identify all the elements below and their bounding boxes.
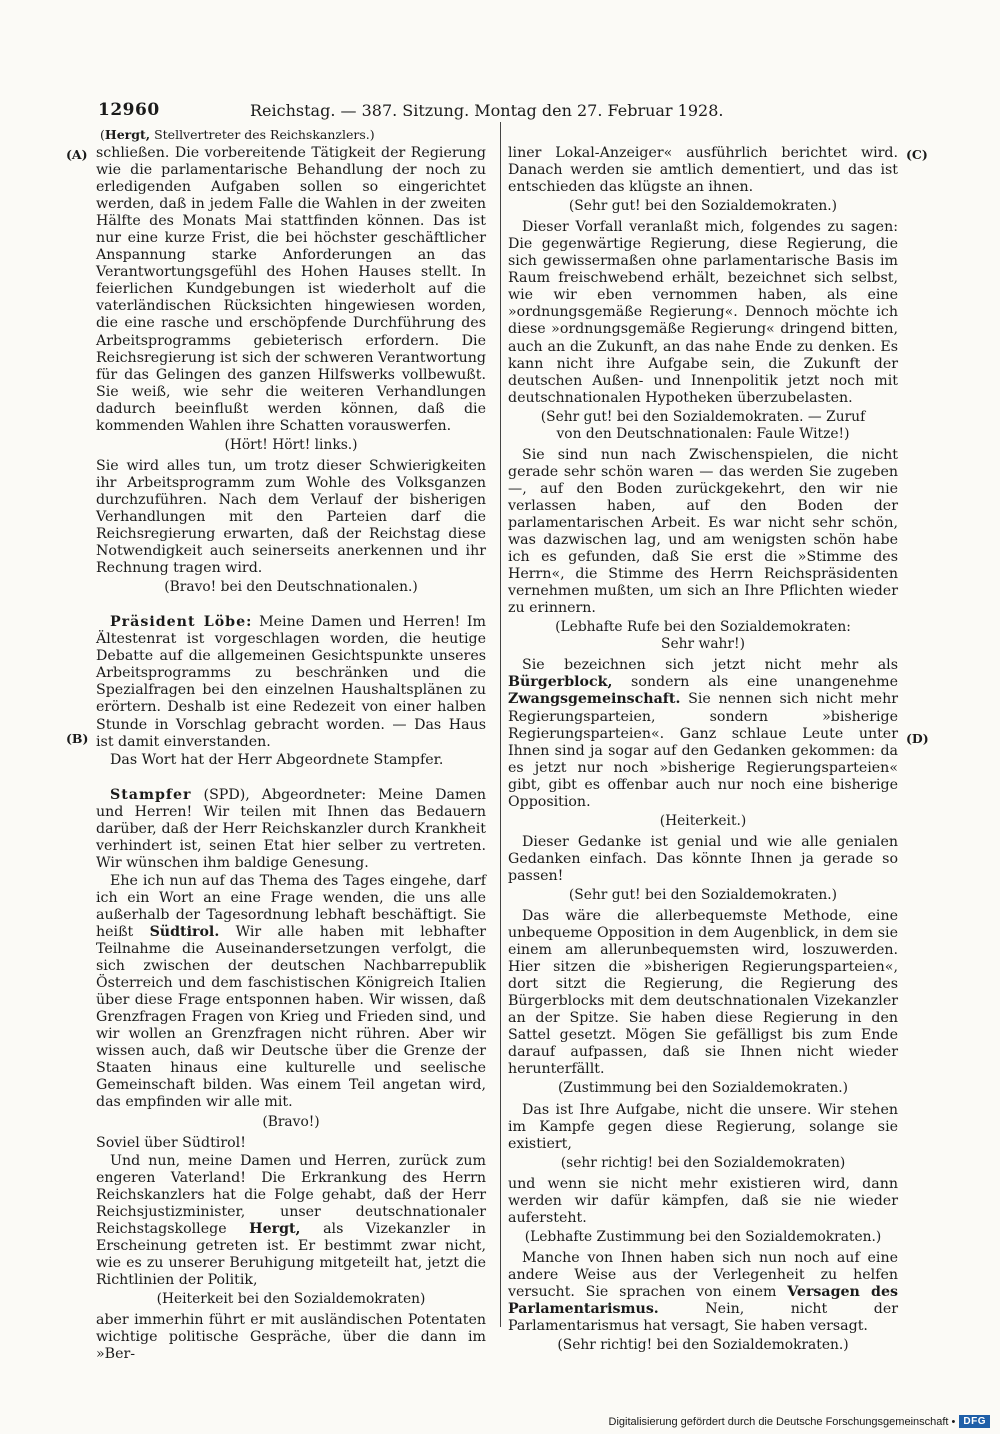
interjection [508, 409, 898, 443]
paragraph: schließen. Die vorbereitende Tätigkeit der Regierung wie die parlamentarische Behandlung der noch zu erledigenden Aufgaben sollen so eingerichtet werden, daß in jedem Falle die Wahlen in der zweiten Hälfte des Monats Mai stattfinden können. Das ist nur eine kurze Frist, die bei höchster geschäftlicher Anspannung starke Anforderungen an das Verantwortungsgefühl des Hohen Hauses stellt. In feierlichen Kundgebungen ist wiederholt auf die vaterländischen Rücksichten hingewiesen worden, die eine rasche und erschöpfende Durchführung des Arbeitsprogramms gebieterisch erfordern. Die Reichsregierung ist sich der schweren Verantwortung für das Gelingen des ganzen Hilfswerks vollbewußt. Sie weiß, wie sehr die weiteren Verhandlungen dadurch beeinflußt werden können, daß die kommenden Wahlen ihre Schatten vorauswerfen. [96, 145, 486, 434]
footer-text: Digitalisierung gefördert durch die Deutsche Forschungsgemeinschaft • [608, 1415, 956, 1428]
margin-marker-c: (C) [906, 147, 928, 162]
emphasis: Hergt, [249, 1220, 301, 1237]
speaker-header-role: Stellvertreter des Reichskanzlers.) [150, 127, 375, 142]
paragraph: Das Wort hat der Herr Abgeordnete Stampfer. [110, 751, 444, 768]
speech-text: sondern als eine unangenehme [612, 674, 898, 691]
speech-text: als Vizekanzler in Erscheinung getreten ist. Er bestimmt zwar nicht, wie es zu unserer Beruhigung mitgeteilt hat, jetzt die Richtlinien der Politik, [96, 1220, 486, 1288]
interjection: (Heiterkeit bei den Sozialdemokraten) [156, 1291, 426, 1307]
paragraph [96, 787, 486, 872]
interjection: (Heiterkeit.) [659, 812, 747, 829]
paragraph: liner Lokal-Anzeiger« ausführlich berichtet wird. Danach werden sie amtlich dementiert, und das ist entschieden das klügste an ihnen. [508, 145, 898, 196]
column-divider [500, 122, 501, 1327]
left-column [96, 145, 486, 1364]
speaker-header [100, 127, 375, 142]
margin-marker-a: (A) [66, 147, 88, 162]
interjection: (Sehr gut! bei den Sozialdemokraten.) [568, 198, 838, 215]
emphasis: Bürgerblock, [508, 674, 613, 691]
paragraph: Sie sind nun nach Zwischenspielen, die nicht gerade sehr schön waren — das werden Sie zugeben —, auf den Boden zurückgekehrt, den wir nie verlassen haben, auf den Boden der parlamentarischen Arbeit. Es war nicht sehr schön, was dazwischen lag, und am wenigsten schön habe ich es gefunden, daß Sie erst die »Stimme des Herrn«, die Stimme des Herrn Reichspräsidenten vernehmen mußten, um sich an Ihre Pflichten wieder zu erinnern. [508, 446, 898, 617]
speech-text: Manche von Ihnen haben sich nun noch auf eine andere Weise aus der Verlegenheit zu helfen versucht. Sie sprachen von einem [508, 1249, 898, 1300]
right-column [508, 145, 898, 1358]
page-number: 12960 [98, 100, 160, 120]
interjection: (Lebhafte Zustimmung bei den Sozialdemokraten.) [524, 1228, 882, 1245]
speaker-name: Stampfer [110, 786, 192, 803]
speaker-header-open: ( [100, 127, 105, 142]
dfg-logo-icon: DFG [959, 1415, 990, 1428]
interjection [508, 619, 898, 653]
emphasis: Südtirol. [149, 924, 220, 941]
paragraph: Dieser Gedanke ist genial und wie alle genialen Gedanken einfach. Das könnte Ihnen ja gerade so passen! [508, 833, 898, 884]
interjection-line: Sehr wahr!) [661, 636, 745, 653]
interjection: (Bravo! bei den Deutschnationalen.) [164, 579, 418, 596]
footer-credit [609, 1415, 990, 1428]
interjection-line: von den Deutschnationalen: Faule Witze!) [556, 425, 850, 442]
speech-text: Wir alle haben mit lebhafter Teilnahme die Auseinandersetzungen verfolgt, die sich zwischen der deutschen Nachbarrepublik Österreich und dem faschistischen Königreich Italien über diese Frage entsponnen haben. Wir wissen, daß Grenzfragen Fragen von Krieg und Frieden sind, und wir wollen an Grenzfragen nicht rühren. Aber wir wissen auch, daß wir Deutsche über die Grenze der Staaten hinaus eine kulturelle und seelische Gemeinschaft bilden. Was einem Teil angetan wird, das empfinden wir alle mit. [96, 924, 486, 1111]
interjection: (Hört! Hört! links.) [224, 436, 358, 453]
speaker-header-name: Hergt, [104, 127, 151, 142]
speech-text: Sie nennen sich nicht mehr Regierungsparteien, sondern »bisherige Regierungsparteien«. Ganz schlaue Leute unter Ihnen sind ja sogar auf den Gedanken gekommen: da es jetzt nur noch »bisherige Regierungsparteien« gibt, gibt es offenbar auch nur noch eine bisherige Opposition. [508, 691, 898, 810]
interjection: (Bravo!) [262, 1113, 320, 1130]
interjection-line: (Sehr gut! bei den Sozialdemokraten. — Zuruf [540, 408, 866, 425]
paragraph: Das ist Ihre Aufgabe, nicht die unsere. Wir stehen im Kampfe gegen diese Regierung, solange sie existiert, [508, 1101, 898, 1152]
margin-marker-d: (D) [906, 731, 929, 746]
speech-text: Nein, nicht der Parlamentarismus hat versagt, Sie haben versagt. [508, 1301, 898, 1335]
paragraph: Soviel über Südtirol! [96, 1134, 246, 1151]
paragraph [508, 1250, 898, 1335]
running-head: Reichstag. — 387. Sitzung. Montag den 27. Februar 1928. [250, 101, 724, 120]
speaker-name: Präsident Löbe: [110, 614, 253, 631]
paragraph [96, 1153, 486, 1289]
speech-text: Meine Damen und Herren! Im Ältestenrat ist vorgeschlagen worden, die heutige Debatte auf die allgemeinen Gesichtspunkte unseres Arbeitsprogramms zu beschränken und die Spezialfragen bei den einzelnen Haushaltsplänen zu erörtern. Deshalb ist eine Redezeit von einer halben Stunde in Vorschlag gebracht worden. — Das Haus ist damit einverstanden. [96, 614, 486, 750]
speech-text: (SPD), Abgeordneter: Meine Damen und Herren! Wir teilen mit Ihnen das Bedauern darüber, daß der Herr Reichskanzler durch Krankheit verhindert ist, seinen Etat hier selber zu vertreten. Wir wünschen ihm baldige Genesung. [96, 786, 486, 871]
interjection: (sehr richtig! bei den Sozialdemokraten) [560, 1154, 846, 1171]
paragraph: Das wäre die allerbequemste Methode, eine unbequeme Opposition in dem Augenblick, in dem sie einem am allerunbequemsten wird, loszuwerden. Hier sitzen die »bisherigen Regierungsparteien«, dort sitzt die Regierung, die Regierung des Bürgerblocks mit dem deutschnationalen Vizekanzler an der Spitze. Sie haben diese Regierung in den Sattel gesetzt. Mögen Sie gefälligst bis zum Ende darauf aufpassen, daß sie Ihnen nicht wieder herunterfällt. [508, 908, 898, 1078]
interjection: (Sehr gut! bei den Sozialdemokraten.) [568, 886, 838, 903]
speech-text: Ehe ich nun auf das Thema des Tages eingehe, darf ich ein Wort an eine Frage wenden, die uns alle außerhalb der Tagesordnung lebhaft beschäftigt. Sie heißt [96, 872, 486, 941]
speech-text: Und nun, meine Damen und Herren, zurück zum engeren Vaterland! Die Erkrankung des Herrn Reichskanzlers hat die Folge gehabt, daß der Herr Reichsjustizminister, unser deutschnationaler Reichstagskollege [96, 1152, 486, 1237]
interjection-line: (Lebhafte Rufe bei den Sozialdemokraten: [555, 619, 851, 636]
emphasis: Versagen des Parlamentarismus. [508, 1284, 898, 1318]
paragraph [96, 873, 486, 1112]
emphasis: Zwangsgemeinschaft. [508, 691, 681, 708]
margin-marker-b: (B) [66, 731, 89, 746]
paragraph: Sie wird alles tun, um trotz dieser Schwierigkeiten ihr Arbeitsprogramm zum Wohle des Volksganzen durchzuführen. Nach dem Verlauf der bisherigen Verhandlungen mit den Parteien darf die Reichsregierung erwarten, daß der Reichstag diese Notwendigkeit auch seinerseits anerkennen und ihr Rechnung tragen wird. [96, 457, 486, 577]
paragraph [508, 657, 898, 810]
interjection: (Sehr richtig! bei den Sozialdemokraten.) [557, 1337, 849, 1354]
interjection: (Zustimmung bei den Sozialdemokraten.) [557, 1080, 849, 1097]
paragraph: Dieser Vorfall veranlaßt mich, folgendes zu sagen: Die gegenwärtige Regierung, diese Regierung, die sich gewissermaßen ohne parlamentarische Basis im Raum freischwebend erhält, bezeichnet sich selbst, wie wir eben vernommen haben, als eine »ordnungsgemäße Regierung«. Dennoch möchte ich diese »ordnungsgemäße Regierung« dringend bitten, auch an die Zukunft, an das nahe Ende zu denken. Es kann nicht ihre Aufgabe sein, die Zukunft der deutschen Außen- und Innenpolitik jetzt noch mit deutschnationalen Hypotheken überzubelasten. [508, 219, 898, 406]
speech-text: Sie bezeichnen sich jetzt nicht mehr als [522, 657, 898, 674]
paragraph: und wenn sie nicht mehr existieren wird, dann werden wir dafür kämpfen, daß sie nie wieder aufersteht. [508, 1175, 898, 1226]
paragraph: aber immerhin führt er mit ausländischen Potentaten wichtige politische Gespräche, über die dann im »Ber- [96, 1312, 486, 1363]
paragraph [96, 614, 486, 750]
